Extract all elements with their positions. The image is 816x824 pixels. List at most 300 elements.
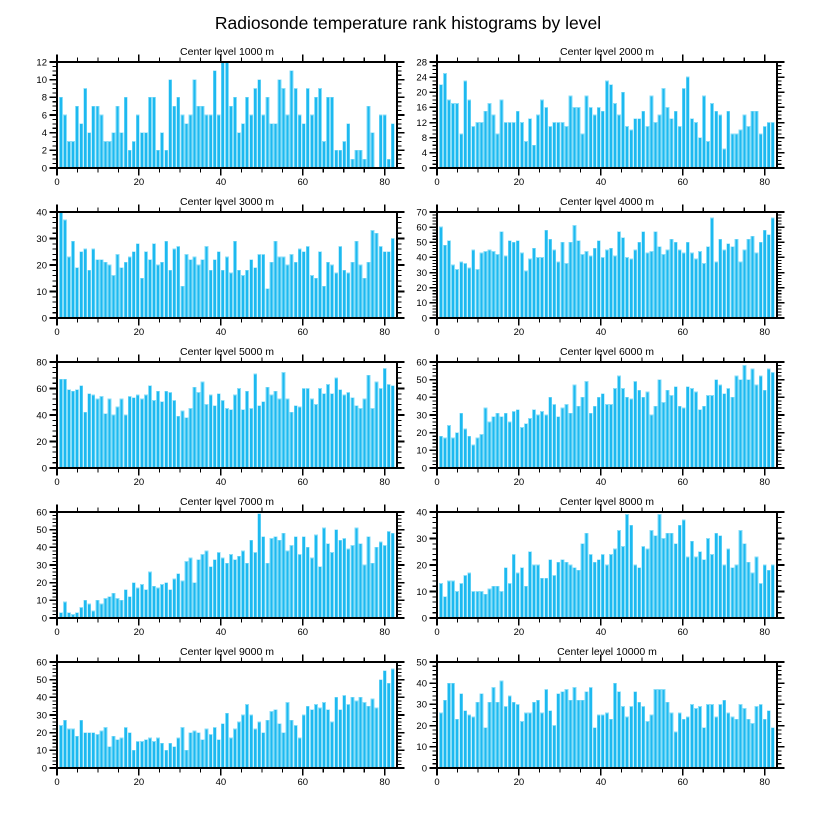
histogram-bar — [387, 385, 390, 468]
histogram-bar — [553, 576, 556, 618]
subplot-cell — [0, 493, 408, 643]
x-tick-labels — [54, 777, 390, 788]
histogram-bar — [132, 583, 135, 618]
x-tick-labels — [54, 477, 390, 488]
histogram-bar — [193, 257, 196, 318]
histogram-bar — [524, 713, 527, 768]
tick-label: 40 — [595, 777, 607, 788]
histogram-bar — [229, 554, 232, 618]
tick-label: 20 — [416, 283, 427, 295]
histogram-bar — [383, 546, 386, 618]
histogram-bar — [347, 704, 350, 768]
subplot-title: Center level 1000 m — [180, 46, 274, 58]
tick-label: 20 — [513, 627, 525, 638]
histogram-bar — [646, 126, 649, 168]
histogram-bar — [528, 552, 531, 618]
histogram-bar — [662, 690, 665, 768]
histogram-bar — [72, 391, 75, 468]
histogram-bar — [254, 553, 257, 618]
histogram-bar — [335, 530, 338, 618]
histogram-bar — [528, 419, 531, 468]
histogram-bar — [197, 106, 200, 168]
histogram-bar — [601, 554, 604, 618]
histogram-bar — [443, 245, 446, 318]
tick-label: 28 — [416, 57, 427, 69]
histogram-bar — [650, 251, 653, 318]
histogram-bar — [189, 733, 192, 768]
histogram-bar — [339, 150, 342, 168]
tick-label: 60 — [677, 627, 689, 638]
histogram-bar — [524, 424, 527, 468]
histogram-bar — [173, 579, 176, 618]
histogram-bar — [100, 115, 103, 168]
histogram-bar — [343, 142, 346, 169]
tick-label: 60 — [677, 327, 689, 338]
histogram-bar — [108, 399, 111, 468]
histogram-bar — [282, 733, 285, 768]
histogram-bar — [59, 212, 62, 318]
histogram-bar — [104, 414, 107, 468]
histogram-bar — [351, 398, 354, 468]
histogram-bar — [153, 742, 156, 769]
histogram-bar — [375, 382, 378, 468]
histogram-bar — [286, 115, 289, 168]
histogram-bar — [363, 399, 366, 468]
histogram-bar — [92, 395, 95, 468]
histogram-bar — [153, 244, 156, 318]
histogram-bar — [63, 720, 66, 768]
histogram-bar — [189, 558, 192, 618]
histogram-bar — [541, 100, 544, 168]
histogram-bar — [116, 740, 119, 768]
tick-label: 10 — [416, 298, 427, 310]
histogram-bar — [500, 232, 503, 318]
histogram-bar — [605, 565, 608, 618]
histogram-bar — [173, 249, 176, 318]
histogram-bar — [504, 568, 507, 618]
tick-label: 20 — [133, 177, 145, 188]
histogram-bar — [468, 268, 471, 318]
histogram-bar — [262, 115, 265, 168]
histogram-bar — [678, 525, 681, 618]
histogram-bar — [609, 404, 612, 468]
histogram-bar — [686, 242, 689, 318]
histogram-bar — [553, 250, 556, 318]
histogram-bar — [387, 683, 390, 768]
histogram-bar — [443, 597, 446, 618]
histogram-bar — [719, 385, 722, 468]
tick-label: 60 — [677, 777, 689, 788]
histogram-bar — [157, 588, 160, 618]
histogram-bar — [670, 713, 673, 768]
histogram-bar — [739, 531, 742, 618]
histogram-bar — [225, 563, 228, 618]
histogram-bar — [327, 262, 330, 318]
histogram-bar — [318, 567, 321, 618]
histogram-bar — [120, 268, 123, 318]
histogram-bar — [456, 104, 459, 168]
histogram-bar — [76, 268, 79, 318]
subplot-cell — [408, 43, 816, 193]
histogram-bar — [310, 710, 313, 768]
histogram-bar — [148, 738, 151, 768]
histogram-bar — [266, 289, 269, 318]
histogram-bar — [496, 702, 499, 768]
histogram-bar — [508, 422, 511, 468]
histogram-bar — [703, 728, 706, 768]
histogram-bar — [286, 551, 289, 618]
histogram-bar — [577, 241, 580, 318]
histogram-bar — [504, 413, 507, 468]
histogram-bar — [512, 123, 515, 168]
histogram-bar — [601, 715, 604, 768]
histogram-bar — [128, 597, 131, 618]
tick-label: 0 — [41, 763, 47, 775]
histogram-bar — [371, 563, 374, 618]
histogram-bar — [238, 389, 241, 469]
histogram-bar — [609, 719, 612, 768]
histogram-bar — [666, 533, 669, 618]
histogram-bar — [112, 593, 115, 618]
histogram-bar — [480, 434, 483, 468]
histogram-bar — [379, 115, 382, 168]
histogram-bar — [363, 565, 366, 618]
histogram-bar — [524, 271, 527, 318]
histogram-bar — [723, 149, 726, 168]
histogram-bar — [367, 537, 370, 618]
histogram-bar — [63, 602, 66, 618]
tick-label: 10 — [36, 595, 47, 607]
histogram-bar — [698, 410, 701, 468]
histogram-bar — [707, 142, 710, 169]
histogram-bar — [686, 717, 689, 768]
tick-label: 60 — [677, 177, 689, 188]
histogram-bar — [201, 106, 204, 168]
histogram-bar — [472, 592, 475, 619]
histogram-bar — [112, 415, 115, 468]
histogram-bar — [246, 270, 249, 318]
histogram-bar — [698, 552, 701, 618]
histogram-bar — [314, 704, 317, 768]
histogram-bar — [743, 250, 746, 318]
histogram-bar — [723, 565, 726, 618]
histogram-bar — [181, 115, 184, 168]
histogram-bar — [132, 750, 135, 768]
histogram-bar — [391, 386, 394, 468]
histogram-bar — [605, 250, 608, 318]
histogram-bar — [233, 729, 236, 768]
histogram-bar — [347, 549, 350, 618]
histogram-bar — [719, 704, 722, 768]
histogram-bar — [270, 395, 273, 468]
histogram-bar — [577, 107, 580, 168]
histogram-bar — [557, 562, 560, 618]
histogram-bar — [593, 248, 596, 318]
histogram-bar — [581, 254, 584, 318]
tick-label: 40 — [595, 177, 607, 188]
histogram-bar — [359, 265, 362, 318]
histogram-bar — [391, 533, 394, 618]
histogram-bar — [488, 589, 491, 618]
histogram-bar — [443, 73, 446, 168]
tick-label: 40 — [416, 392, 427, 404]
histogram-bar — [347, 124, 350, 168]
histogram-bar — [274, 710, 277, 768]
tick-label: 20 — [133, 477, 145, 488]
histogram-bar — [363, 278, 366, 318]
bars-group — [59, 369, 394, 468]
histogram-bar — [229, 106, 232, 168]
histogram-bar — [116, 599, 119, 618]
histogram-bar — [670, 239, 673, 318]
histogram-bar — [763, 565, 766, 618]
histogram-plot — [0, 343, 408, 493]
histogram-bar — [557, 123, 560, 168]
histogram-bar — [331, 265, 334, 318]
histogram-bar — [100, 731, 103, 768]
histogram-bar — [658, 515, 661, 618]
histogram-bar — [682, 89, 685, 169]
histogram-bar — [258, 514, 261, 618]
histogram-bar — [573, 568, 576, 618]
tick-label: 60 — [416, 222, 427, 234]
histogram-bar — [727, 111, 730, 168]
histogram-bar — [464, 429, 467, 468]
tick-label: 4 — [421, 148, 427, 160]
histogram-bar — [80, 386, 83, 468]
x-tick-labels — [434, 627, 770, 638]
tick-label: 80 — [379, 627, 390, 638]
y-tick-labels — [416, 57, 427, 174]
histogram-bar — [516, 410, 519, 468]
histogram-bar — [476, 702, 479, 768]
histogram-bar — [541, 411, 544, 468]
histogram-bar — [169, 590, 172, 618]
histogram-bar — [694, 259, 697, 318]
histogram-bar — [618, 376, 621, 468]
histogram-bar — [197, 265, 200, 318]
histogram-bar — [201, 740, 204, 768]
histogram-bar — [140, 399, 143, 468]
histogram-bar — [302, 537, 305, 618]
histogram-bar — [92, 733, 95, 768]
histogram-bar — [221, 62, 224, 168]
histogram-bar — [658, 690, 661, 768]
histogram-plot — [408, 43, 816, 193]
histogram-bar — [496, 413, 499, 468]
tick-label: 10 — [416, 445, 427, 457]
histogram-bar — [755, 557, 758, 618]
histogram-bar — [484, 408, 487, 468]
histogram-bar — [743, 709, 746, 768]
histogram-bar — [755, 385, 758, 468]
histogram-bar — [189, 115, 192, 168]
histogram-bar — [266, 387, 269, 468]
histogram-bar — [646, 392, 649, 468]
histogram-bar — [585, 692, 588, 768]
histogram-bar — [173, 747, 176, 768]
histogram-bar — [452, 683, 455, 768]
histogram-bar — [581, 397, 584, 468]
tick-label: 40 — [215, 477, 227, 488]
histogram-bar — [715, 380, 718, 468]
histogram-bar — [96, 399, 99, 468]
histogram-bar — [238, 556, 241, 618]
histogram-bar — [169, 80, 172, 168]
y-tick-labels — [36, 357, 47, 474]
histogram-bar — [331, 97, 334, 168]
histogram-bar — [335, 378, 338, 468]
histogram-bar — [516, 573, 519, 618]
histogram-plot — [0, 643, 408, 793]
tick-label: 0 — [54, 177, 60, 188]
histogram-bar — [189, 408, 192, 468]
tick-label: 40 — [215, 177, 227, 188]
histogram-bar — [327, 385, 330, 468]
histogram-bar — [92, 106, 95, 168]
subplot-cell — [408, 643, 816, 793]
tick-label: 0 — [421, 613, 427, 625]
tick-label: 0 — [54, 777, 60, 788]
histogram-bar — [383, 671, 386, 768]
tick-label: 0 — [434, 627, 440, 638]
histogram-bar — [375, 547, 378, 618]
tick-label: 60 — [297, 627, 309, 638]
histogram-bar — [177, 416, 180, 468]
tick-label: 80 — [759, 477, 770, 488]
histogram-bar — [541, 713, 544, 768]
histogram-bar — [266, 563, 269, 618]
histogram-bar — [205, 115, 208, 168]
tick-label: 60 — [297, 477, 309, 488]
histogram-bar — [327, 544, 330, 618]
histogram-bar — [161, 133, 164, 168]
histogram-bar — [537, 415, 540, 468]
histogram-bar — [609, 85, 612, 168]
histogram-bar — [209, 734, 212, 768]
histogram-bar — [577, 406, 580, 468]
histogram-bar — [662, 89, 665, 169]
histogram-bar — [140, 584, 143, 618]
histogram-bar — [59, 726, 62, 768]
histogram-bar — [468, 715, 471, 768]
histogram-bar — [148, 386, 151, 468]
histogram-bar — [306, 389, 309, 469]
histogram-bar — [120, 133, 123, 168]
histogram-bar — [250, 260, 253, 318]
histogram-bar — [177, 738, 180, 768]
histogram-bar — [739, 130, 742, 168]
histogram-bar — [363, 703, 366, 768]
histogram-bar — [391, 124, 394, 168]
histogram-bar — [638, 702, 641, 768]
x-tick-labels — [54, 177, 390, 188]
histogram-bar — [108, 265, 111, 318]
histogram-bar — [439, 227, 442, 318]
histogram-bar — [193, 583, 196, 618]
histogram-bar — [181, 411, 184, 468]
histogram-bar — [278, 399, 281, 468]
tick-label: 0 — [421, 463, 427, 475]
histogram-bar — [678, 406, 681, 468]
histogram-bar — [472, 717, 475, 768]
histogram-bar — [613, 389, 616, 469]
histogram-bar — [294, 726, 297, 768]
histogram-bar — [136, 395, 139, 468]
histogram-bar — [242, 551, 245, 618]
tick-label: 8 — [41, 92, 47, 104]
histogram-bar — [456, 433, 459, 468]
tick-label: 20 — [513, 477, 525, 488]
histogram-bar — [759, 242, 762, 318]
histogram-bar — [678, 250, 681, 318]
histogram-bar — [88, 394, 91, 468]
histogram-bar — [323, 286, 326, 318]
histogram-bar — [545, 230, 548, 318]
histogram-bar — [367, 106, 370, 168]
histogram-bar — [335, 150, 338, 168]
tick-label: 20 — [513, 777, 525, 788]
tick-label: 20 — [36, 260, 47, 272]
histogram-bar — [298, 115, 301, 168]
bars-group — [59, 62, 394, 168]
tick-label: 0 — [41, 313, 47, 325]
histogram-bar — [707, 396, 710, 468]
histogram-bar — [670, 396, 673, 468]
tick-label: 0 — [54, 627, 60, 638]
histogram-bar — [727, 389, 730, 469]
histogram-bar — [84, 249, 87, 318]
histogram-bar — [205, 246, 208, 318]
histogram-bar — [569, 96, 572, 168]
histogram-bar — [763, 390, 766, 468]
histogram-bar — [250, 408, 253, 468]
histogram-bar — [96, 734, 99, 768]
histogram-bar — [387, 252, 390, 318]
histogram-bar — [747, 239, 750, 318]
histogram-bar — [638, 390, 641, 468]
histogram-bar — [254, 729, 257, 768]
histogram-bar — [157, 738, 160, 768]
histogram-bar — [484, 111, 487, 168]
histogram-bar — [751, 111, 754, 168]
histogram-bar — [169, 270, 172, 318]
histogram-bar — [618, 692, 621, 768]
histogram-bar — [561, 242, 564, 318]
histogram-bar — [771, 373, 774, 468]
histogram-bar — [112, 736, 115, 768]
histogram-bar — [654, 536, 657, 618]
histogram-bar — [443, 438, 446, 468]
histogram-bar — [662, 539, 665, 619]
histogram-bar — [731, 717, 734, 768]
histogram-bar — [124, 727, 127, 768]
histogram-bar — [476, 438, 479, 468]
histogram-bar — [472, 445, 475, 468]
histogram-bar — [581, 544, 584, 618]
histogram-bar — [124, 415, 127, 468]
histogram-bar — [448, 426, 451, 468]
histogram-bar — [707, 704, 710, 768]
histogram-bar — [185, 254, 188, 318]
histogram-bar — [124, 97, 127, 168]
tick-label: 60 — [36, 383, 47, 395]
histogram-bar — [763, 230, 766, 318]
histogram-bar — [650, 96, 653, 168]
histogram-bar — [452, 581, 455, 618]
histogram-bar — [626, 717, 629, 768]
histogram-bar — [767, 123, 770, 168]
